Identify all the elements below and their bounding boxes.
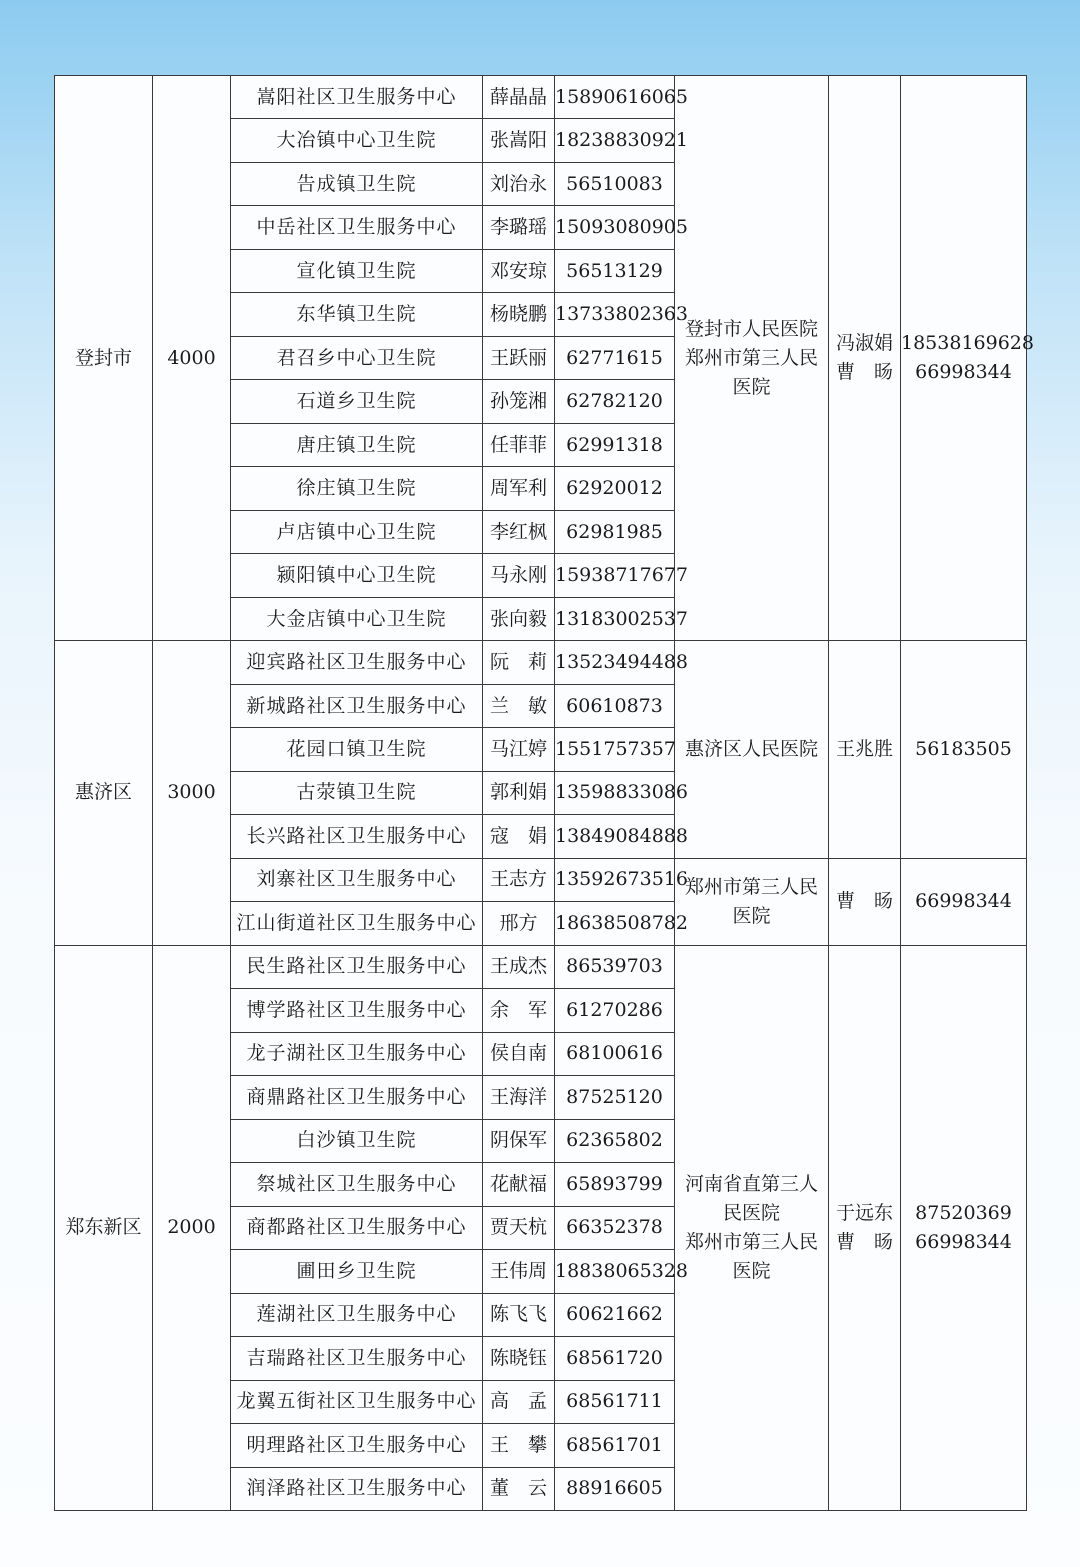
contact-person: 阴保军 xyxy=(483,1119,555,1162)
contact-phone: 15890616065 xyxy=(555,76,675,119)
hospital-phone xyxy=(901,641,1027,858)
hospital-phone xyxy=(901,76,1034,641)
institution-name: 明理路社区卫生服务中心 xyxy=(231,1424,483,1467)
hospital-contact-line: 王兆胜 xyxy=(835,738,893,760)
contact-phone: 68100616 xyxy=(555,1032,675,1075)
contact-phone: 62771615 xyxy=(555,336,675,379)
hospital-name-line: 郑州市第三人民医院 xyxy=(684,346,818,398)
contact-phone: 15938717677 xyxy=(555,554,675,597)
institution-name: 龙子湖社区卫生服务中心 xyxy=(231,1032,483,1075)
institution-name: 徐庄镇卫生院 xyxy=(231,467,483,510)
hospital-contact-line: 于远东 xyxy=(835,1201,893,1224)
table-row xyxy=(55,76,1027,119)
hospital-phone xyxy=(901,858,1027,945)
contact-table xyxy=(54,75,1034,1511)
institution-name: 圃田乡卫生院 xyxy=(231,1250,483,1293)
hospital-phone-line: 56183505 xyxy=(915,738,1012,760)
institution-name: 大冶镇中心卫生院 xyxy=(231,119,483,162)
contact-phone: 62782120 xyxy=(555,380,675,423)
contact-phone: 68561711 xyxy=(555,1380,675,1423)
contact-person: 高 孟 xyxy=(483,1380,555,1423)
region-name: 郑东新区 xyxy=(55,945,153,1510)
contact-phone: 88916605 xyxy=(555,1467,675,1511)
contact-phone: 56513129 xyxy=(555,249,675,292)
institution-name: 君召乡中心卫生院 xyxy=(231,336,483,379)
hospital-phone-line: 66998344 xyxy=(915,1230,1012,1253)
contact-phone: 66352378 xyxy=(555,1206,675,1249)
institution-name: 博学路社区卫生服务中心 xyxy=(231,989,483,1032)
contact-phone: 13523494488 xyxy=(555,641,675,684)
hospital-contact-line: 曹 旸 xyxy=(835,361,893,384)
institution-name: 石道乡卫生院 xyxy=(231,380,483,423)
hospital-name-line: 郑州市第三人民医院 xyxy=(684,1230,818,1282)
contact-phone: 62991318 xyxy=(555,423,675,466)
contact-phone: 60621662 xyxy=(555,1293,675,1336)
hospital-phone-line: 66998344 xyxy=(915,890,1012,913)
contact-phone: 62981985 xyxy=(555,510,675,553)
institution-name: 龙翼五街社区卫生服务中心 xyxy=(231,1380,483,1423)
hospital-phone-line: 18538169628 xyxy=(901,332,1034,355)
hospital-contact-line: 曹 旸 xyxy=(835,890,893,913)
contact-person: 李红枫 xyxy=(483,510,555,553)
contact-person: 贾天杭 xyxy=(483,1206,555,1249)
contact-phone: 18638508782 xyxy=(555,902,675,945)
contact-person: 李璐瑶 xyxy=(483,206,555,249)
contact-person: 杨晓鹏 xyxy=(483,293,555,336)
region-name: 惠济区 xyxy=(55,641,153,945)
hospital-name xyxy=(675,945,829,1510)
institution-name: 花园口镇卫生院 xyxy=(231,728,483,771)
contact-person: 马江婷 xyxy=(483,728,555,771)
contact-person: 董 云 xyxy=(483,1467,555,1511)
contact-person: 任菲菲 xyxy=(483,423,555,466)
contact-phone: 15093080905 xyxy=(555,206,675,249)
institution-name: 莲湖社区卫生服务中心 xyxy=(231,1293,483,1336)
hospital-phone-line: 66998344 xyxy=(915,361,1012,384)
hospital-contact-line: 曹 旸 xyxy=(835,1230,893,1253)
contact-person: 王成杰 xyxy=(483,945,555,988)
contact-phone: 13183002537 xyxy=(555,597,675,640)
contact-phone: 65893799 xyxy=(555,1163,675,1206)
contact-person: 王志方 xyxy=(483,858,555,901)
institution-name: 江山街道社区卫生服务中心 xyxy=(231,902,483,945)
hospital-contact xyxy=(829,945,901,1510)
institution-name: 新城路社区卫生服务中心 xyxy=(231,684,483,727)
region-name: 登封市 xyxy=(55,76,153,641)
contact-person: 王跃丽 xyxy=(483,336,555,379)
contact-phone: 13733802363 xyxy=(555,293,675,336)
institution-name: 颍阳镇中心卫生院 xyxy=(231,554,483,597)
institution-name: 吉瑞路社区卫生服务中心 xyxy=(231,1337,483,1380)
contact-person: 王海洋 xyxy=(483,1076,555,1119)
region-quota: 3000 xyxy=(153,641,231,945)
contact-phone: 62365802 xyxy=(555,1119,675,1162)
contact-person: 张向毅 xyxy=(483,597,555,640)
institution-name: 大金店镇中心卫生院 xyxy=(231,597,483,640)
contact-person: 邓安琼 xyxy=(483,249,555,292)
contact-phone: 62920012 xyxy=(555,467,675,510)
region-quota: 4000 xyxy=(153,76,231,641)
contact-person: 薛晶晶 xyxy=(483,76,555,119)
institution-name: 古荥镇卫生院 xyxy=(231,771,483,814)
hospital-name-line: 登封市人民医院 xyxy=(684,317,818,340)
institution-name: 祭城社区卫生服务中心 xyxy=(231,1163,483,1206)
hospital-name-line: 郑州市第三人民医院 xyxy=(684,875,818,927)
contact-table-body xyxy=(55,76,1034,1511)
institution-name: 唐庄镇卫生院 xyxy=(231,423,483,466)
hospital-name-line: 河南省直第三人民医院 xyxy=(684,1172,818,1224)
contact-phone: 13598833086 xyxy=(555,771,675,814)
table-row xyxy=(55,641,1027,684)
contact-phone: 61270286 xyxy=(555,989,675,1032)
institution-name: 宣化镇卫生院 xyxy=(231,249,483,292)
contact-phone: 60610873 xyxy=(555,684,675,727)
hospital-phone-line: 87520369 xyxy=(915,1201,1012,1224)
contact-person: 孙笼湘 xyxy=(483,380,555,423)
institution-name: 嵩阳社区卫生服务中心 xyxy=(231,76,483,119)
contact-person: 寇 娟 xyxy=(483,815,555,858)
contact-person: 余 军 xyxy=(483,989,555,1032)
institution-name: 白沙镇卫生院 xyxy=(231,1119,483,1162)
institution-name: 民生路社区卫生服务中心 xyxy=(231,945,483,988)
contact-phone: 87525120 xyxy=(555,1076,675,1119)
contact-person: 郭利娟 xyxy=(483,771,555,814)
contact-phone: 1551757357 xyxy=(555,728,675,771)
contact-person: 王 攀 xyxy=(483,1424,555,1467)
hospital-name-line: 惠济区人民医院 xyxy=(684,738,818,760)
institution-name: 长兴路社区卫生服务中心 xyxy=(231,815,483,858)
contact-person: 刘治永 xyxy=(483,162,555,205)
contact-phone: 68561720 xyxy=(555,1337,675,1380)
contact-phone: 13849084888 xyxy=(555,815,675,858)
region-quota: 2000 xyxy=(153,945,231,1510)
contact-phone: 56510083 xyxy=(555,162,675,205)
contact-phone: 86539703 xyxy=(555,945,675,988)
hospital-name xyxy=(675,858,829,945)
hospital-contact xyxy=(829,641,901,858)
institution-name: 刘寨社区卫生服务中心 xyxy=(231,858,483,901)
contact-person: 马永刚 xyxy=(483,554,555,597)
contact-person: 陈晓钰 xyxy=(483,1337,555,1380)
hospital-contact-line: 冯淑娟 xyxy=(835,332,893,355)
hospital-contact xyxy=(829,76,901,641)
institution-name: 润泽路社区卫生服务中心 xyxy=(231,1467,483,1511)
institution-name: 告成镇卫生院 xyxy=(231,162,483,205)
contact-phone: 13592673516 xyxy=(555,858,675,901)
contact-person: 周军利 xyxy=(483,467,555,510)
contact-person: 侯自南 xyxy=(483,1032,555,1075)
contact-phone: 68561701 xyxy=(555,1424,675,1467)
contact-phone: 18838065328 xyxy=(555,1250,675,1293)
hospital-name xyxy=(675,76,829,641)
institution-name: 东华镇卫生院 xyxy=(231,293,483,336)
contact-person: 兰 敏 xyxy=(483,684,555,727)
institution-name: 商鼎路社区卫生服务中心 xyxy=(231,1076,483,1119)
institution-name: 中岳社区卫生服务中心 xyxy=(231,206,483,249)
contact-phone: 18238830921 xyxy=(555,119,675,162)
hospital-name xyxy=(675,641,829,858)
contact-person: 王伟周 xyxy=(483,1250,555,1293)
institution-name: 卢店镇中心卫生院 xyxy=(231,510,483,553)
contact-person: 阮 莉 xyxy=(483,641,555,684)
table-row xyxy=(55,945,1027,988)
contact-person: 张嵩阳 xyxy=(483,119,555,162)
contact-person: 邢方 xyxy=(483,902,555,945)
institution-name: 迎宾路社区卫生服务中心 xyxy=(231,641,483,684)
hospital-phone xyxy=(901,945,1027,1510)
contact-person: 花献福 xyxy=(483,1163,555,1206)
hospital-contact xyxy=(829,858,901,945)
contact-person: 陈飞飞 xyxy=(483,1293,555,1336)
institution-name: 商都路社区卫生服务中心 xyxy=(231,1206,483,1249)
